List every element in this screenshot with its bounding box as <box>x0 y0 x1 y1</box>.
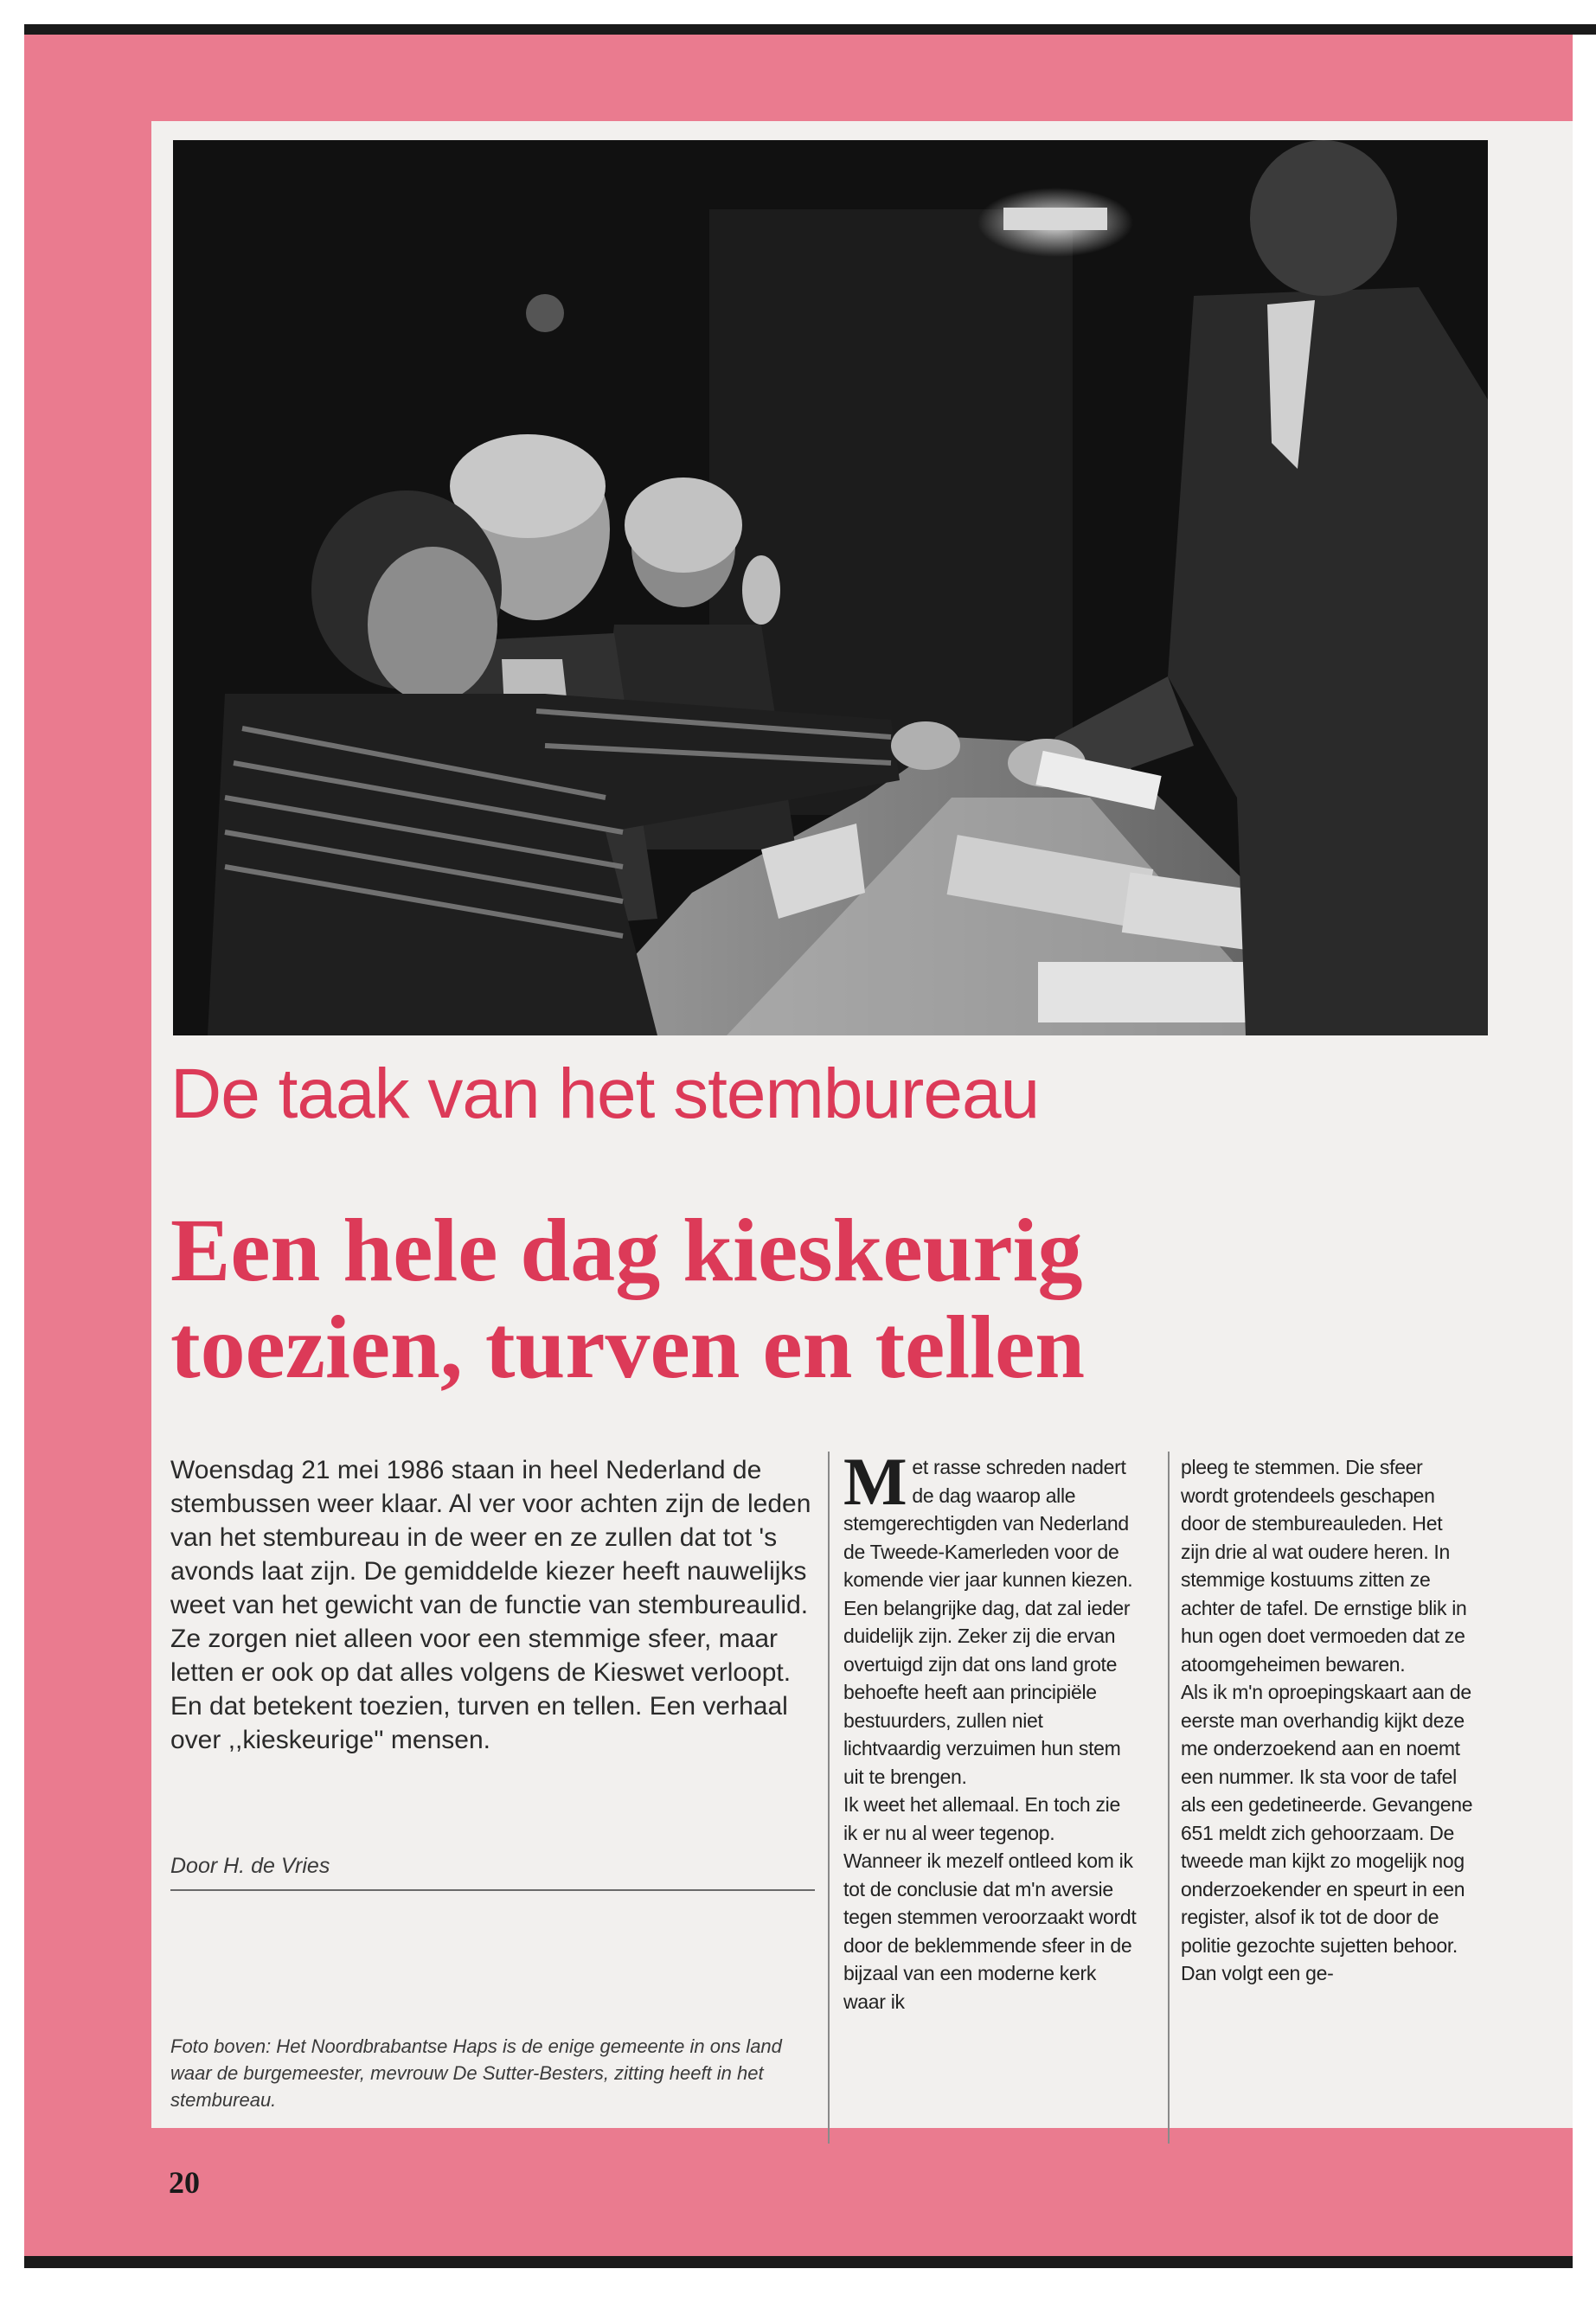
body-column-2 <box>1181 1453 1475 1988</box>
polling-station-photo <box>173 140 1488 1035</box>
drop-cap: M <box>843 1444 907 1519</box>
photo-image <box>173 140 1488 1035</box>
main-headline-line1: Een hele dag kieskeurig <box>170 1201 1083 1300</box>
body-column-1 <box>843 1444 1138 2016</box>
column1-paragraph1: et rasse schreden nadert de dag waarop alle stemgerechtigden van Nederland de Tweede-Kamerleden voor de komende vier jaar kunnen kiezen. Een belangrijke dag, dat zal ieder duidelijk zijn. Zeker zij die ervan overtuigd zijn dat ons land grote behoefte heeft aan principiële bestuurders, zullen niet lichtvaardig verzuimen hun stem uit te brengen. <box>843 1456 1133 1788</box>
column2-paragraph2: Als ik m'n oproepingskaart aan de eerste man overhandig kijkt deze me onderzoekend aan en noemt een nummer. Ik sta voor de tafel als een gedetineerde. Gevangene 651 meldt zich gehoorzaam. De tweede man kijkt zo mogelijk nog onderzoekender en speurt in een register, alsof ik tot de door de politie gezochte sujetten behoor. Dan volgt een ge- <box>1181 1681 1473 1984</box>
lead-paragraph: Woensdag 21 mei 1986 staan in heel Nederland de stembussen weer klaar. Al ver voor achten zijn de leden van het stembureau in de weer en ze zullen dat tot 's avonds laat zijn. De gemiddelde kiezer heeft nauwelijks weet van het gewicht van de functie van stembureaulid. Ze zorgen niet alleen voor een stemmige sfeer, maar letten er ook op dat alles volgens de Kieswet verloopt. En dat betekent toezien, turven en tellen. Een verhaal over ,,kieskeurige'' mensen. <box>170 1456 811 1754</box>
main-headline-line2: toezien, turven en tellen <box>170 1298 1086 1397</box>
photo-caption: Foto boven: Het Noordbrabantse Haps is de enige gemeente in ons land waar de burgemeester, mevrouw De Sutter-Besters, zitting heeft in het stembureau. <box>170 2035 782 2111</box>
byline: Door H. de Vries <box>170 1854 330 1878</box>
section-headline: De taak van het stembureau <box>170 1054 1040 1133</box>
column-divider-1 <box>828 1452 830 2144</box>
column-divider-2 <box>1168 1452 1170 2144</box>
column1-paragraph2: Ik weet het allemaal. En toch zie ik er nu al weer tegenop. Wanneer ik mezelf ontleed kom ik tot de conclusie dat m'n aversie tegen stemmen veroorzaakt wordt door de beklemmende sfeer in de bijzaal van een moderne kerk waar ik <box>843 1793 1137 2013</box>
bottom-edge-bar <box>24 2256 1573 2268</box>
byline-rule <box>170 1889 815 1891</box>
main-headline <box>170 1202 1295 1396</box>
top-edge-bar <box>24 24 1596 35</box>
column2-paragraph1: pleeg te stemmen. Die sfeer wordt grotendeels geschapen door de stembureauleden. Het zijn drie al wat oudere heren. In stemmige kostuums zitten ze achter de tafel. De ernstige blik in hun ogen doet vermoeden dat ze atoomgeheimen bewaren. <box>1181 1456 1467 1676</box>
article-panel <box>151 121 1573 2128</box>
page-number: 20 <box>169 2165 200 2200</box>
